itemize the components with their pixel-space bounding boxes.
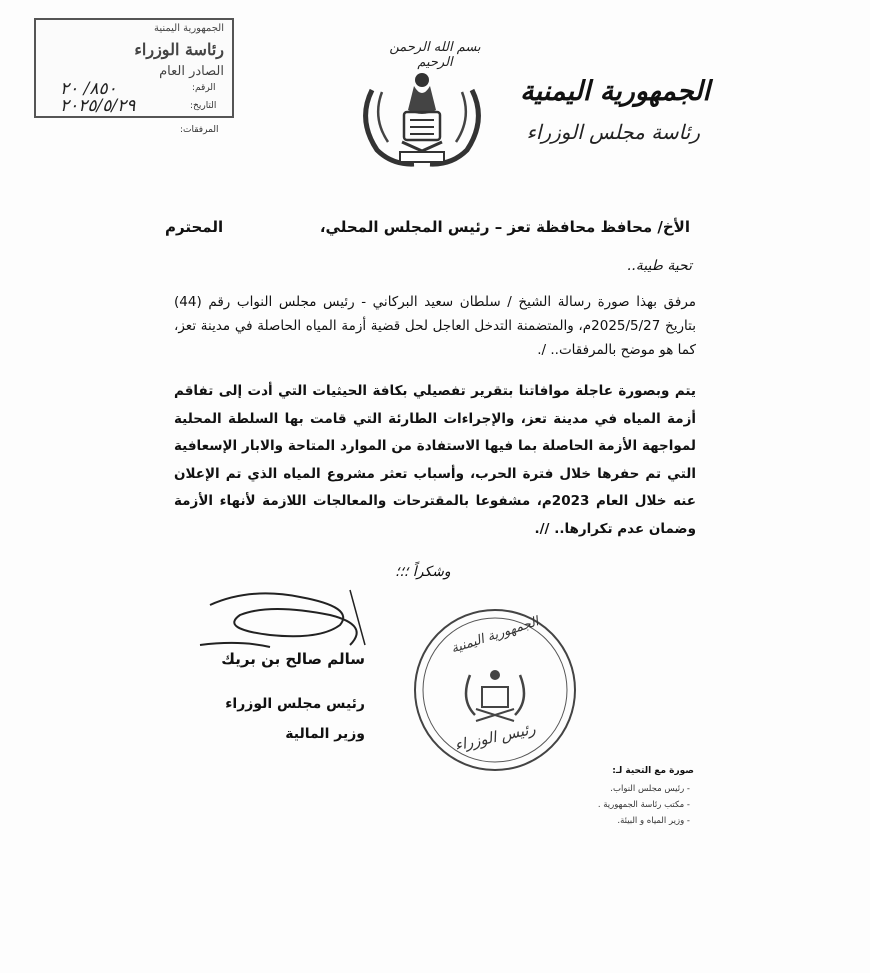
- stamp-section: الصادر العام: [159, 64, 224, 79]
- paragraph-2: يتم وبصورة عاجلة موافاتنا بتقرير تفصيلي بكافة الحيثيات التي أدت إلى تفاقم أزمة المياه في مدينة تعز، والإجراءات الطارئة التي قامت بها السلطة المحلية لمواجهة الأزمة الحاصلة بما فيها الاستفادة من الموارد المتاحة والابار الإسعافية التي تم حفرها خلال فترة الحرب، وأسباب تعثر مشروع المياه الذي تم الإعلان عنه خلال العام 2023م، مشفوعا بالمقترحات والمعالجات اللازمة لأنهاء الأزمة وضمان عدم تكرارها.. //.: [174, 383, 696, 537]
- date-value: ٢٠٢٥/٥/٢٩: [60, 96, 136, 116]
- signer-title-secondary: وزير المالية: [285, 726, 365, 742]
- seal-top-text: الجمهورية اليمنية: [449, 614, 541, 657]
- office-name: رئاسة مجلس الوزراء: [526, 120, 700, 144]
- stamp-country: الجمهورية اليمنية: [153, 23, 224, 34]
- cc-item: - وزير المياه و البيئة.: [617, 816, 690, 826]
- seal-bottom-text: رئيس الوزراء: [453, 719, 537, 755]
- stamp-office: رئاسة الوزراء: [134, 40, 224, 59]
- date-label: التاريخ:: [190, 101, 217, 111]
- cc-item: - رئيس مجلس النواب.: [610, 784, 690, 794]
- closing-thanks: وشكراً ؛؛؛: [395, 564, 451, 580]
- greeting: تحية طيبة..: [626, 258, 692, 274]
- basmala: بسم الله الرحمن الرحيم: [389, 40, 481, 70]
- reference-number-label: الرقم:: [192, 83, 216, 93]
- signer-name: سالم صالح بن بريك: [221, 650, 365, 668]
- country-name: الجمهورية اليمنية: [520, 76, 710, 107]
- cc-item: - مكتب رئاسة الجمهورية .: [597, 800, 690, 810]
- signer-title-primary: رئيس مجلس الوزراء: [225, 696, 365, 712]
- reference-number-value: ٨٥٠/ ٢٠: [60, 79, 117, 99]
- cc-title: صورة مع التحية لـ:: [612, 766, 694, 776]
- paragraph-1: مرفق بهذا صورة رسالة الشيخ / سلطان سعيد البركاني - رئيس مجلس النواب رقم (44) بتاريخ 2025/5/27م، والمتضمنة التدخل العاجل لحل قضية أزمة المياه الحاصلة في مدينة تعز، كما هو موضح بالمرفقات.. /.: [174, 294, 696, 358]
- attachments-label: المرفقات:: [180, 125, 219, 135]
- honorific: المحترم: [165, 218, 224, 236]
- addressee: الأخ/ محافظ محافظة تعز – رئيس المجلس المحلي،: [319, 218, 690, 236]
- yemen-eagle-emblem-icon: [352, 60, 492, 180]
